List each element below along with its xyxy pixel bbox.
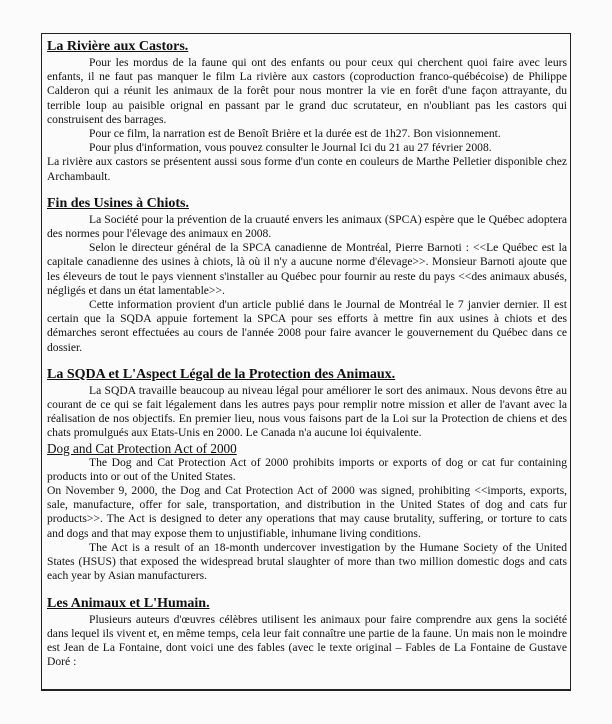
paragraph: Cette information provient d'un article publié dans le Journal de Montréal le 7 janvier dernier. Il est certain que la SQDA appuie fortement la SPCA pour ses efforts à mettre fin aux usines à chiots et des démarches seront effectuées au cours de l'année 2008 pour faire avancer le gouvernement du Québec dans ce dossier. bbox=[47, 298, 567, 354]
paragraph: La SQDA travaille beaucoup au niveau légal pour améliorer le sort des animaux. Nous devons être au courant de ce qui se fait légalement dans les autres pays pour remplir notre mission et aller de l'avant avec la réalisation de nos objectifs. En premier lieu, nous vous faisons part de la Loi sur la Protection de chiens et des chats promulgués aux Etats-Unis en 2000. Le Canada n'a aucune loi équivalente. bbox=[47, 383, 567, 440]
paragraph: The Act is a result of an 18-month undercover investigation by the Humane Society of the United States (HSUS) that exposed the widespread brutal slaughter of more than two million domestic dogs and cats each year by Asian manufacturers. bbox=[47, 540, 567, 583]
paragraph: On November 9, 2000, the Dog and Cat Protection Act of 2000 was signed, prohibiting <<imports, exports, sale, manufacture, offer for sale, transportation, and distribution in the United States of dog and cats fur products>>. The Act is designed to deter any operations that may cause brutality, suffering, or torture to cats and dogs and that may expose them to unjustifiable, inhumane living conditions. bbox=[47, 484, 567, 540]
bottom-rule bbox=[41, 689, 571, 691]
paragraph: Pour les mordus de la faune qui ont des enfants ou pour ceux qui cherchent quoi faire avec leurs enfants, il ne faut pas manquer le film La rivière aux castors (coproduction franco-québécoise) de Philippe Calderon qui a réunit les animaux de la forêt pour nous montrer la vie en forêt d'une façon attrayante, du terrible loup au paisible orignal en passant par le grand duc scrutateur, en n'oubliant pas les castors qui construisent des barrages. bbox=[47, 56, 567, 126]
section-heading: La Rivière aux Castors. bbox=[47, 39, 189, 54]
paragraph: The Dog and Cat Protection Act of 2000 prohibits imports or exports of dog or cat fur containing products into or out of the United States. bbox=[47, 455, 567, 483]
section-heading: Les Animaux et L'Humain. bbox=[47, 595, 210, 611]
paragraph: Pour plus d'information, vous pouvez consulter le Journal Ici du 21 au 27 février 2008. bbox=[89, 141, 492, 155]
section-heading: Fin des Usines à Chiots. bbox=[47, 195, 189, 211]
paragraph: Plusieurs auteurs d'œuvres célèbres utilisent les animaux pour faire comprendre aux gens la société dans lequel ils vivent et, en même temps, cela leur fait connaître une partie de la faune. Un mais non le moindre est Jean de La Fontaine, dont voici une des fables (avec le texte original – Fables de La Fontaine de Gustave Doré : bbox=[47, 612, 567, 669]
document-body bbox=[47, 38, 567, 680]
subsection-heading: Dog and Cat Protection Act of 2000 bbox=[47, 440, 237, 456]
section-heading: La SQDA et L'Aspect Légal de la Protection des Animaux. bbox=[47, 366, 396, 382]
paragraph: La rivière aux castors se présentent aussi sous forme d'un conte en couleurs de Marthe Pelletier disponible chez Archambault. bbox=[47, 155, 567, 183]
section-riviere-aux-castors bbox=[47, 38, 567, 184]
section-sqda-aspect-legal bbox=[47, 366, 567, 584]
paragraph: Pour ce film, la narration est de Benoît Brière et la durée est de 1h27. Bon visionnement. bbox=[89, 127, 501, 141]
paragraph: Selon le directeur général de la SPCA canadienne de Montréal, Pierre Barnoti : <<Le Québec est la capitale canadienne des usines à chiots, là où il n'y a aucune norme d'élevage>>. Monsieur Barnoti ajoute que les éleveurs de tout le pays viennent s'installer au Québec pour fournir au reste du pays <<des animaux abusés, négligés et dans un état lamentable>>. bbox=[47, 241, 567, 297]
paragraph: La Société pour la prévention de la cruauté envers les animaux (SPCA) espère que le Québec adoptera des normes pour l'élevage des animaux en 2008. bbox=[47, 212, 567, 241]
section-fin-des-usines-a-chiots bbox=[47, 195, 567, 355]
section-animaux-et-humain bbox=[47, 595, 567, 670]
